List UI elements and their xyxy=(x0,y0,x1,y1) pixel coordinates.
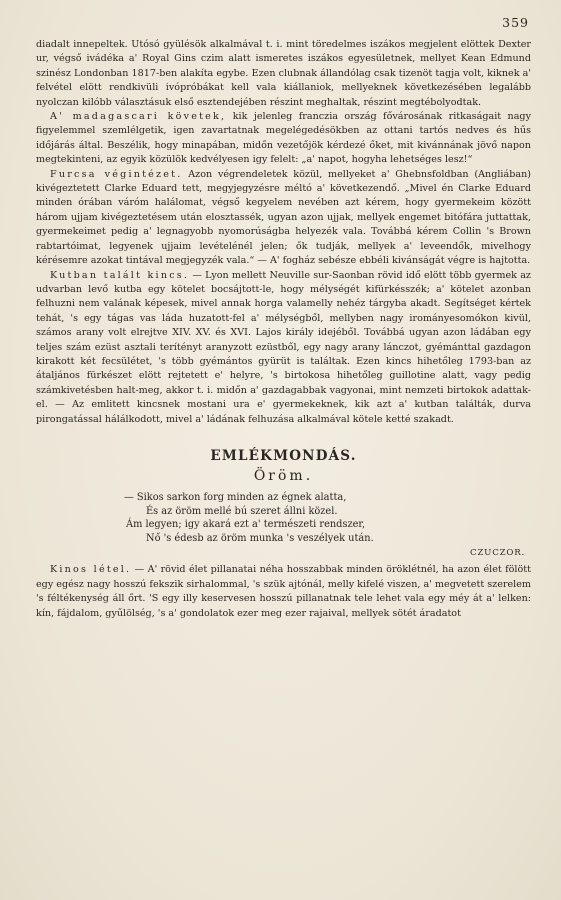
paragraph-kinos xyxy=(36,563,531,621)
paragraph-kutban xyxy=(36,269,531,427)
paragraph-madagascar xyxy=(36,110,531,168)
section-body-kinos: — A' rövid élet pillanatai néha hosszabbak minden öröklétnél, ha azon élet fölött egy egész nagy hosszú fekszik sirhalommal, 's szük ajtónál, melly kifelé viszen, a' megvetett szerelem 's féltékenység áll őrt. 'S egy illy keservesen hosszú pillanatnak tele lehet vala egy méy át a' lelken: kín, fájdalom, gyűlölség, 's a' gondolatok ezer meg ezer rajaival, mellyek sötét áradatot xyxy=(36,564,531,619)
section-title: EMLÉKMONDÁS. xyxy=(210,447,357,464)
poem-author: CZUCZOR. xyxy=(470,548,525,559)
section-lead-furcsa: Furcsa végintézet. xyxy=(50,168,183,180)
paragraph-diadalt: diadalt innepeltek. Utósó gyülésök alkalmával t. i. mint töredelmes iszákos megjelent elöttek Dexter ur, végső ivádéka a' Royal Gins czim alatt ismeretes iszákos egyesületnek, mellyet Kean Edmund szinész Londonban 1817-ben alakíta egybe. Ezen clubnak állandólag csak tizenöt tagja volt, kiknek a' felvétel elött rendkivüli ivópróbákat kell vala kiállaniok, mellyeknek következésében legalább nyolczan kilóbb választásuk első esztendejében részint meghaltak, részint megtébolyodtak. xyxy=(36,39,531,108)
poem-line: Nő 's édesb az öröm munka 's veszélyek után. xyxy=(146,532,374,544)
page-number: 359 xyxy=(502,15,529,30)
section-lead-kinos: Kinos létel. xyxy=(50,564,132,576)
section-lead-kutban: Kutban talált kincs. xyxy=(50,269,190,281)
poem-line: Ám legyen; igy akará ezt a' természeti rendszer, xyxy=(126,519,366,531)
section-body-kutban: — Lyon mellett Neuville sur-Saonban rövid idő elött több gyermek az udvarban levő kutba egy kötelet bocsájtott-le, hogy mélységét kifürkésszék; a' kötelet azonban felhuzni nem valának képesek, mivel annak horga valamelly nehéz tárgyba akadt. Segítséget kértek tehát, 's egy tágas vas láda huzatott-fel a' mélységből, mellyben nagy irományesomókon kivül, számos arany volt elrejtve XIV. XV. és XVI. Lajos király idejéből. Továbbá ugyan azon ládában egy teljes szám ezüst asztali terítényt aranyzott ezüstből, egy nagy arany lánczot, gyémánttal gazdagon kirakott két fecsülétet, 's több gyémántos gyürüt is találtak. Ezen kincs hihetőleg 1793-ban az átaljános fürkészet elött rejtetett e' helyre, 's birtokosa hihetőleg guillotine alatt, vagy pedig számkivetésben halt-meg, akkor t. i. midőn a' gazdagabbak vagyonai, mint nemzeti birtokok adattak-el. — Az emlitett kincsnek mostani ura e' gyermekeknek, kik azt a' kutban találták, durva pirongatással hálálkodott, mivel a' ládának felhuzása alkalmával kötele ketté szakadt. xyxy=(36,269,531,425)
poem-line: És az öröm mellé bú szeret állni közel. xyxy=(146,505,338,517)
section-subtitle: Öröm. xyxy=(253,467,314,484)
section-lead-madagascar: A' madagascari követek, xyxy=(50,111,227,123)
poem-line: — Sikos sarkon forg minden az égnek alatta, xyxy=(124,491,347,503)
section-body-furcsa: Azon végrendeletek közül, mellyeket a' Ghebnsfoldban (Angliában) kivégeztetett Clarke Eduard tett, megyjegyzésre méltó a' következendő. „Mivel én Clarke Eduard minden órában váróm halálomat, végső kegyelem nevében azt kérem, hogy gyermekeim között három ujjam kivégeztetésem után elosztassék, ugyan azon ujjak, mellyek engemet bitófára juttattak, gyermekeimet pedig a' legnagyobb nyomorúságba helyezék vala. Továbbá kérem Collin 's Brown rabtartóimat, legyenek ujjaim levételénél jelen; ők tudják, mellyek a' leveendők, mivelhogy kérésemre azokat tintával megjegyzék vala.“ — A' fogház sebésze ebbéli kivánságát végre is hajtotta. xyxy=(36,168,531,267)
paragraph-furcsa xyxy=(36,168,531,269)
section-body-madagascar: kik jelenleg franczia ország fővárosának ritkaságait nagy figyelemmel szemlélgetik, igen zavartatnak megelégedésökben az ottani tartós nedves és hűs időjárás által. Beszélik, hogy minapában, midőn vezetőjök kérdezé őket, mit kivánnának jövő napon megtekinteni, az egyik közülök kedvélyesen igy felelt: „a' napot, hogyha lehetséges lesz!“ xyxy=(36,111,531,166)
poem xyxy=(36,491,531,545)
emlekmondas-heading xyxy=(36,447,531,485)
